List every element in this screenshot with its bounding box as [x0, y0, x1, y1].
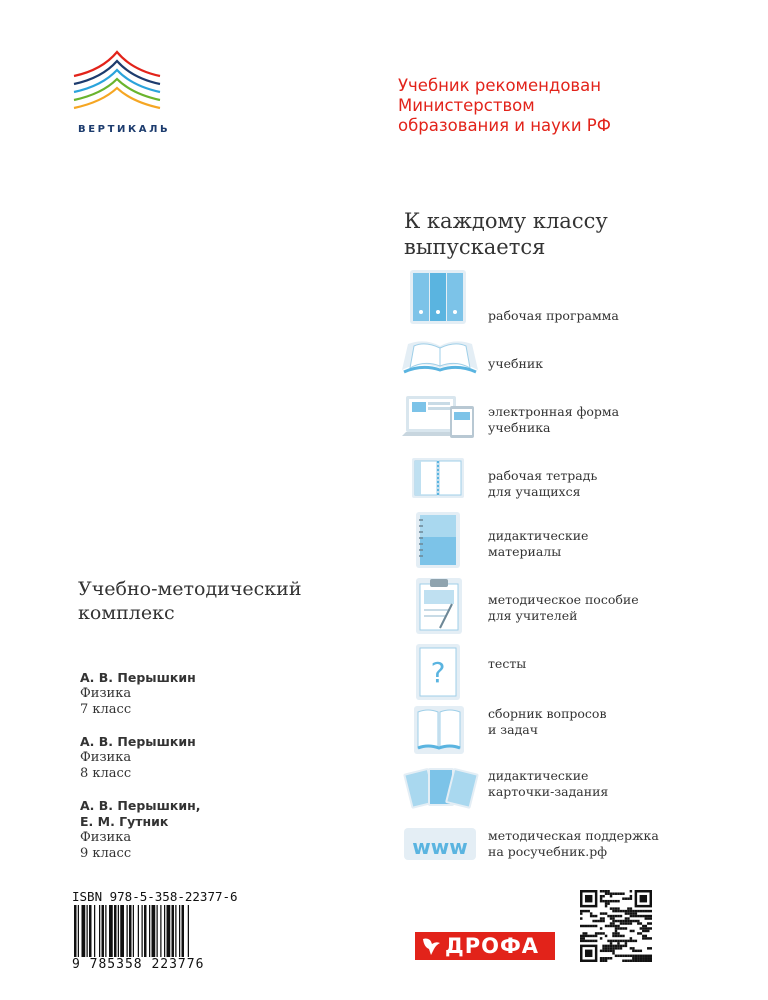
barcode-number: 9 785358 223776 — [72, 957, 205, 972]
book-author: Е. М. Гутник — [80, 814, 169, 829]
item-label: материалы — [488, 544, 562, 559]
recommendation-line: образования и науки РФ — [398, 116, 611, 135]
item-web-support — [400, 822, 730, 882]
item-problem-book — [400, 702, 730, 762]
item-label: для учащихся — [488, 484, 581, 499]
bird-icon — [420, 935, 442, 957]
ministry-recommendation — [398, 76, 718, 136]
item-label: сборник вопросов — [488, 706, 607, 721]
logo-text: ВЕРТИКАЛЬ — [78, 124, 171, 135]
umk-line: Учебно-методический — [78, 578, 302, 600]
book-grade-7 — [80, 670, 196, 718]
book-stack-icon — [400, 702, 480, 762]
qr-code-icon — [580, 890, 652, 962]
recommendation-line: Министерством — [398, 96, 535, 115]
svg-text:www: www — [412, 835, 468, 859]
drofa-logo — [415, 932, 555, 960]
item-label: дидактические — [488, 768, 589, 783]
item-label: для учителей — [488, 608, 578, 623]
book-grade: 8 класс — [80, 766, 132, 781]
item-label: методическая поддержка — [488, 828, 659, 843]
book-grade: 7 класс — [80, 702, 132, 717]
item-label: методическое пособие — [488, 592, 639, 607]
recommendation-line: Учебник рекомендован — [398, 76, 602, 95]
umk-heading — [78, 577, 301, 625]
item-e-textbook — [400, 392, 730, 452]
heading-line: выпускается — [404, 235, 546, 259]
clipboard-icon — [400, 576, 480, 636]
item-label: рабочая программа — [488, 308, 619, 323]
item-teacher-guide — [400, 576, 730, 636]
notebook-icon — [400, 512, 480, 572]
book-author: А. В. Перышкин — [80, 670, 196, 685]
book-subject: Физика — [80, 686, 132, 701]
book-author: А. В. Перышкин — [80, 734, 196, 749]
isbn: ISBN 978-5-358-22377-6 — [72, 889, 238, 904]
book-grade-9 — [80, 798, 201, 862]
binders-icon — [400, 268, 480, 328]
item-label: электронная форма — [488, 404, 620, 419]
book-subject: Физика — [80, 830, 132, 845]
book-author: А. В. Перышкин, — [80, 798, 201, 813]
heading-line: К каждому классу — [404, 209, 608, 233]
item-didactic-materials — [400, 512, 730, 572]
cards-icon — [400, 762, 480, 822]
book-grade-8 — [80, 734, 196, 782]
item-label: тесты — [488, 656, 527, 671]
item-tests — [400, 644, 730, 704]
item-label: дидактические — [488, 528, 589, 543]
item-label: учебник — [488, 356, 544, 371]
vertikal-logo — [72, 50, 171, 140]
item-textbook — [400, 336, 730, 396]
www-icon — [400, 822, 480, 882]
book-subject: Физика — [80, 750, 132, 765]
item-label: и задач — [488, 722, 538, 737]
item-label: карточки-задания — [488, 784, 609, 799]
barcode-icon — [72, 905, 237, 957]
umk-line: комплекс — [78, 602, 175, 624]
item-label: рабочая тетрадь — [488, 468, 598, 483]
book-grade: 9 класс — [80, 846, 132, 861]
open-book-icon — [400, 336, 480, 396]
rainbow-arches-icon — [72, 50, 162, 122]
item-label: учебника — [488, 420, 551, 435]
devices-icon — [400, 392, 480, 452]
item-work-program — [400, 268, 730, 328]
item-label: на росучебник.рф — [488, 844, 608, 859]
workbook-icon — [400, 456, 480, 516]
item-workbook — [400, 456, 730, 516]
question-icon — [400, 644, 480, 704]
per-class-heading — [404, 208, 704, 260]
item-task-cards — [400, 762, 730, 822]
publisher-name: ДРОФА — [445, 934, 540, 958]
svg-text:?: ? — [430, 656, 446, 689]
